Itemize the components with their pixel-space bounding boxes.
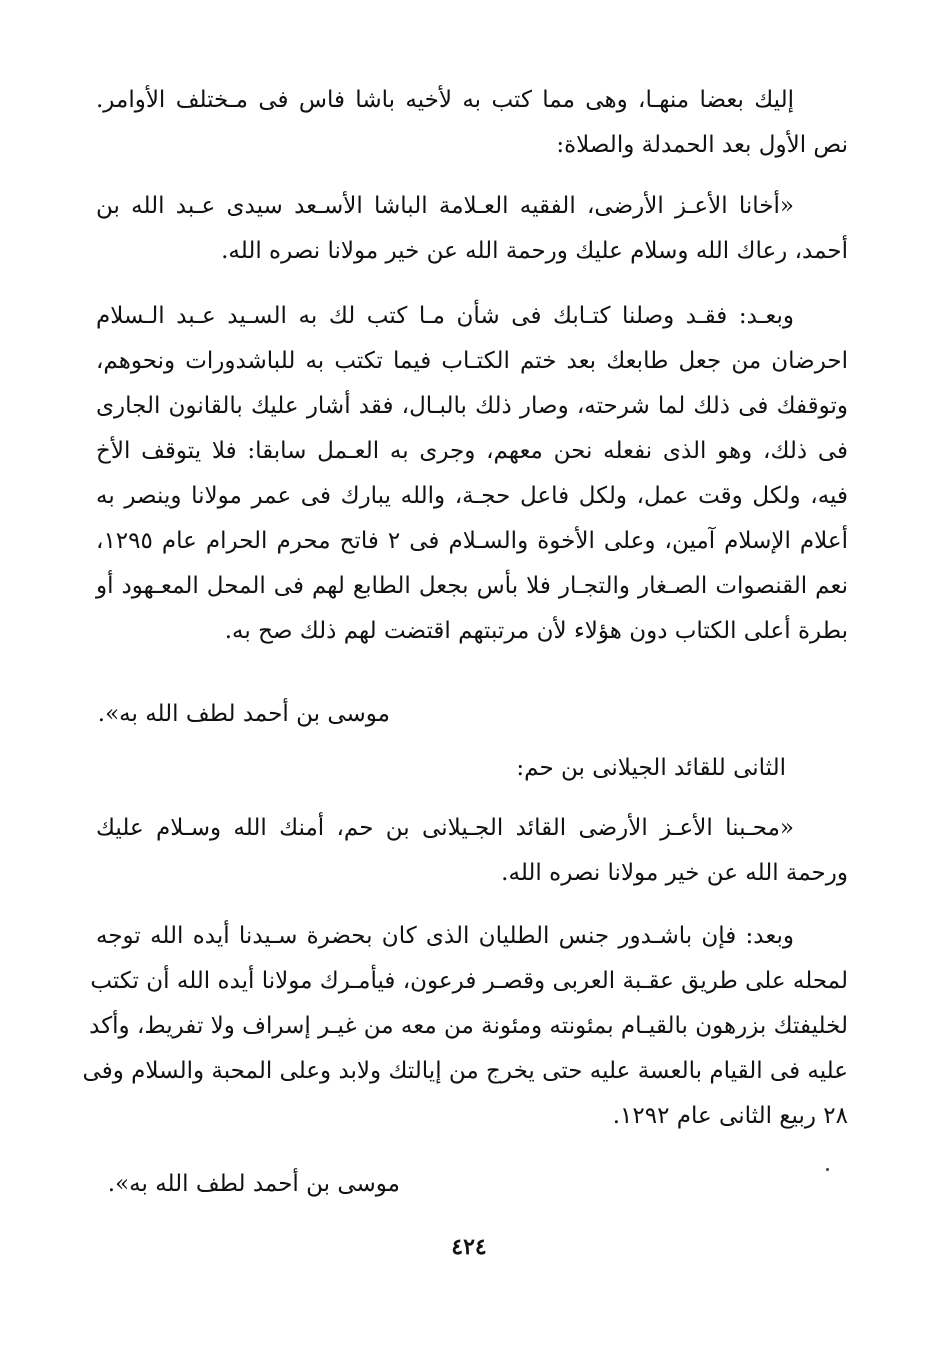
text-line: وبعد: فإن باشـدور جنس الطليان الذى كان بحضرة سـيدنا أيده الله توجه <box>96 923 794 949</box>
letter2-greeting <box>96 806 848 896</box>
text-line: فيه، ولكل وقت عمل، ولكل فاعل حجـة، والله يبارك فى عمر مولانا وينصر به <box>96 483 848 509</box>
text-line: فى ذلك، وهو الذى نفعله نحن معهم، وجرى به العـمل سابقا: فلا يتوقف الأخ <box>96 438 848 464</box>
text-line: «أخانا الأعـز الأرضى، الفقيه العـلامة الباشا الأسـعد سيدى عـبد الله بن <box>96 193 794 219</box>
letter2-body <box>82 914 848 1139</box>
letter2-signature: موسى بن أحمد لطف الله به». <box>107 1171 400 1197</box>
text-line: نعم القنصوات الصـغار والتجـار فلا بأس بجعل الطابع لهم فى المحل المعـهود أو <box>96 573 848 599</box>
text-line: ورحمة الله عن خير مولانا نصره الله. <box>501 860 848 886</box>
text-line: احرضان من جعل طابعك بعد ختم الكتـاب فيما تكتب به للباشدورات ونحوهم، <box>96 348 848 374</box>
letter1-body <box>96 294 848 654</box>
letter1-greeting <box>96 184 848 274</box>
text-line: لخليفتك بزرهون بالقيـام بمئونته ومئونة من معه من غيـر إسراف ولا تفريط، وأكد <box>89 1013 848 1039</box>
text-line: بطرة أعلى الكتاب دون هؤلاء لأن مرتبتهم اقتضت لهم ذلك صح به. <box>224 618 848 644</box>
text-line: ٢٨ ربيع الثانى عام ١٢٩٢. <box>612 1103 848 1129</box>
text-line: لمحله على طريق عقـبة العربى وقصـر فرعون، فيأمـرك مولانا أيده الله أن تكتب <box>90 968 848 994</box>
letter1-signature: موسى بن أحمد لطف الله به». <box>97 701 390 727</box>
text-line: «محـبنا الأعـز الأرضى القائد الجـيلانى بن حم، أمنك الله وسـلام عليك <box>96 815 794 841</box>
text-line: أعلام الإسلام آمين، وعلى الأخوة والسـلام فى ٢ فاتح محرم الحرام عام ١٢٩٥، <box>96 528 848 554</box>
text-line: عليه فى القيام بالعسة عليه حتى يخرج من إيالتك ولابد وعلى المحبة والسلام وفى <box>82 1058 848 1084</box>
scan-speck <box>826 1168 829 1171</box>
text-line: إليك بعضا منهـا، وهى مما كتب به لأخيه باشا فاس فى مـختلف الأوامر. <box>96 87 794 113</box>
text-line: نص الأول بعد الحمدلة والصلاة: <box>556 132 848 158</box>
text-line: وبعـد: فقـد وصلنا كتـابك فى شأن مـا كتب لك به السـيد عـبد الـسلام <box>96 303 794 329</box>
intro-paragraph <box>96 78 848 168</box>
page-number: ٤٢٤ <box>451 1234 487 1260</box>
text-line: أحمد، رعاك الله وسلام عليك ورحمة الله عن خير مولانا نصره الله. <box>221 238 848 264</box>
text-line: وتوقفك فى ذلك لما شرحته، وصار ذلك بالبـال، فقد أشار عليك بالقانون الجارى <box>96 393 848 419</box>
second-heading: الثانى للقائد الجيلانى بن حم: <box>516 755 786 781</box>
